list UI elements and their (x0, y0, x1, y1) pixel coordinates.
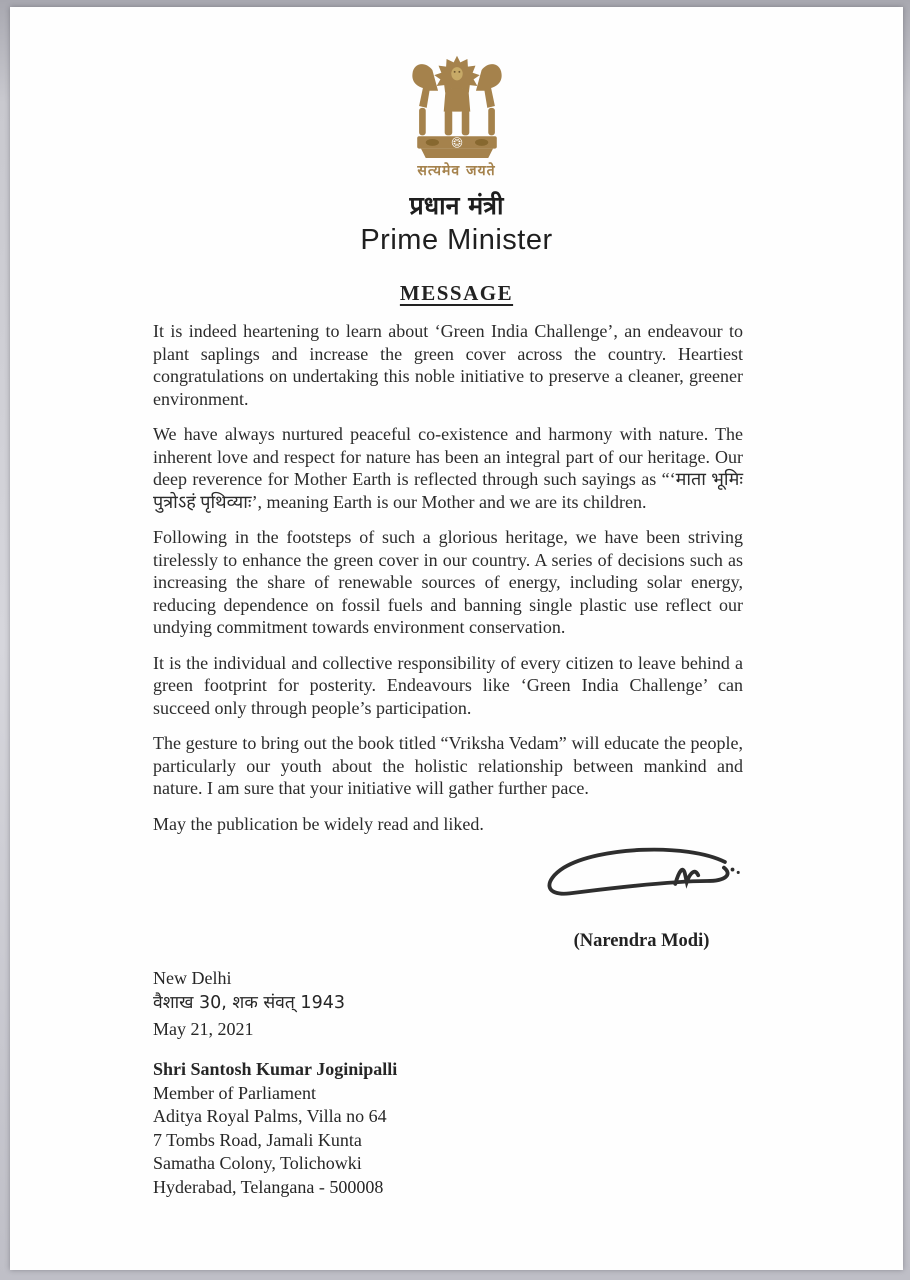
signature-wrap (534, 841, 749, 952)
title-english: Prime Minister (360, 224, 553, 256)
letter-paragraph: May the publication be widely read and liked. (153, 813, 484, 834)
message-heading: MESSAGE (399, 281, 514, 305)
letterhead (10, 51, 903, 257)
india-national-emblem-icon (395, 51, 519, 159)
recipient-address-line: Samatha Colony, Tolichowki (153, 1153, 362, 1173)
signature-block (153, 841, 743, 952)
dateline-date: May 21, 2021 (153, 1019, 254, 1039)
recipient-block (153, 1058, 903, 1199)
recipient-address-line: Member of Parliament (153, 1082, 316, 1103)
recipient-address-line: Hyderabad, Telangana - 500008 (153, 1176, 384, 1197)
dateline-saka-date: वैशाख 30, शक संवत् 1943 (153, 993, 345, 1013)
letter-paragraph: We have always nurtured peaceful co-existence and harmony with nature. The inherent love and respect for nature has been an integral part of our heritage. Our deep reverence for Mother Earth is reflected through such sayings as “‘माता भूमिः पुत्रोऽहं पृथिव्याः’, meaning Earth is our Mother and we are its children. (153, 424, 743, 512)
signature-icon (539, 841, 744, 922)
dateline-place: New Delhi (153, 968, 232, 988)
dateline (153, 966, 903, 1041)
letter-paragraph: The gesture to bring out the book titled “Vriksha Vedam” will educate the people, particularly our youth about the holistic relationship between mankind and nature. I am sure that your initiative will gather further pace. (153, 733, 743, 798)
emblem-motto: सत्यमेव जयते (417, 163, 496, 179)
letter-page (10, 7, 903, 1270)
signatory-name: (Narendra Modi) (573, 931, 710, 951)
recipient-address-line: 7 Tombs Road, Jamali Kunta (153, 1129, 362, 1150)
letter-paragraph: Following in the footsteps of such a glorious heritage, we have been striving tirelessly to enhance the green cover in our country. A series of decisions such as increasing the share of renewable sources of energy, including solar energy, reducing dependence on fossil fuels and banning single plastic use reflect our undying commitment towards environment conservation. (153, 527, 743, 637)
letter-content (10, 7, 903, 1199)
letter-body (153, 320, 743, 835)
letter-paragraph: It is the individual and collective responsibility of every citizen to leave behind a green footprint for posterity. Endeavours like ‘Green India Challenge’ can succeed only through people’s participation. (153, 652, 743, 718)
title-hindi: प्रधान मंत्री (409, 191, 504, 220)
letter-paragraph: It is indeed heartening to learn about ‘Green India Challenge’, an endeavour to plant saplings and increase the green cover across the country. Heartiest congratulations on undertaking this noble initiative to preserve a cleaner, greener environment. (153, 321, 743, 409)
recipient-address-line: Aditya Royal Palms, Villa no 64 (153, 1106, 387, 1126)
recipient-name: Shri Santosh Kumar Joginipalli (153, 1059, 398, 1079)
